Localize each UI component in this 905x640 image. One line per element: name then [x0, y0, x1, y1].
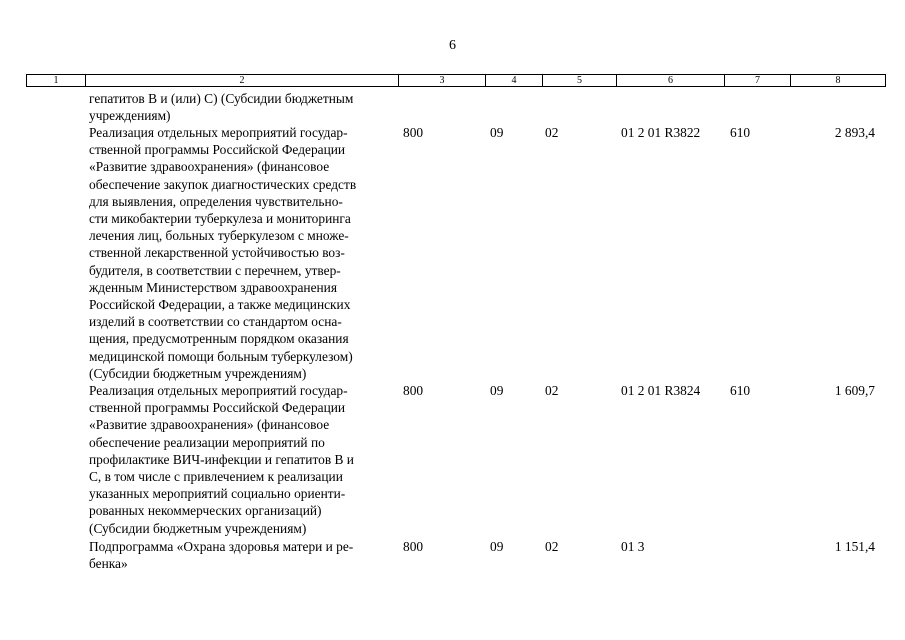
row-description: Реализация отдельных мероприятий государ- ственной программы Российской Федерации «Развитие здравоохранения» (финансовое обеспечение закупок диагностических средств для выявления, определения чувствительно- сти микобактерии туберкулеза и мониторинга лечения лиц, больных туберкулезом с множе- ственной лекарственной устойчивостью воз- будителя, в соответствии с перечнем, утвер- жденным Министерством здравоохранения Российской Федерации, а также медицинских изделий в соответствии со стандартом осна- щения, предусмотренным порядком оказания медицинской помощи больным туберкулезом) (Субсидии бюджетным учреждениям)	[89, 125, 357, 381]
row-code-target: 01 3	[621, 539, 645, 554]
row-code-target: 01 2 01 R3822	[621, 125, 701, 140]
row-amount: 1 151,4	[834, 539, 875, 554]
header-col-7: 7	[725, 75, 791, 87]
row-amount: 1 609,7	[834, 383, 875, 398]
row-code-section: 09	[490, 125, 504, 140]
row-code-subsection: 02	[545, 125, 559, 140]
row-description: гепатитов В и (или) С) (Субсидии бюджетным учреждениям)	[89, 91, 354, 124]
row-description: Реализация отдельных мероприятий государ- ственной программы Российской Федерации «Развитие здравоохранения» (финансовое обеспечение реализации мероприятий по профилактике ВИЧ-инфекции и гепатитов В и С, в том числе с привлечением к реализации указанных мероприятий социально ориенти- рованных некоммерческих организаций) (Субсидии бюджетным учреждениям)	[89, 383, 354, 536]
header-col-3: 3	[399, 75, 486, 87]
row-code-ministry: 800	[403, 383, 424, 398]
row-code-expense-type: 610	[730, 383, 751, 398]
row-code-subsection: 02	[545, 383, 559, 398]
header-col-4: 4	[486, 75, 543, 87]
row-amount: 2 893,4	[834, 125, 875, 140]
row-code-expense-type: 610	[730, 125, 751, 140]
header-col-1: 1	[27, 75, 86, 87]
header-col-8: 8	[791, 75, 886, 87]
row-code-section: 09	[490, 383, 504, 398]
row-code-ministry: 800	[403, 539, 424, 554]
row-code-target: 01 2 01 R3824	[621, 383, 701, 398]
header-row	[27, 75, 886, 87]
row-code-subsection: 02	[545, 539, 559, 554]
row-code-ministry: 800	[403, 125, 424, 140]
page-number: 6	[449, 38, 456, 53]
header-col-5: 5	[543, 75, 617, 87]
header-col-2: 2	[86, 75, 399, 87]
column-number-header	[26, 74, 886, 87]
row-code-section: 09	[490, 539, 504, 554]
header-col-6: 6	[617, 75, 725, 87]
row-description: Подпрограмма «Охрана здоровья матери и ре- бенка»	[89, 539, 354, 572]
